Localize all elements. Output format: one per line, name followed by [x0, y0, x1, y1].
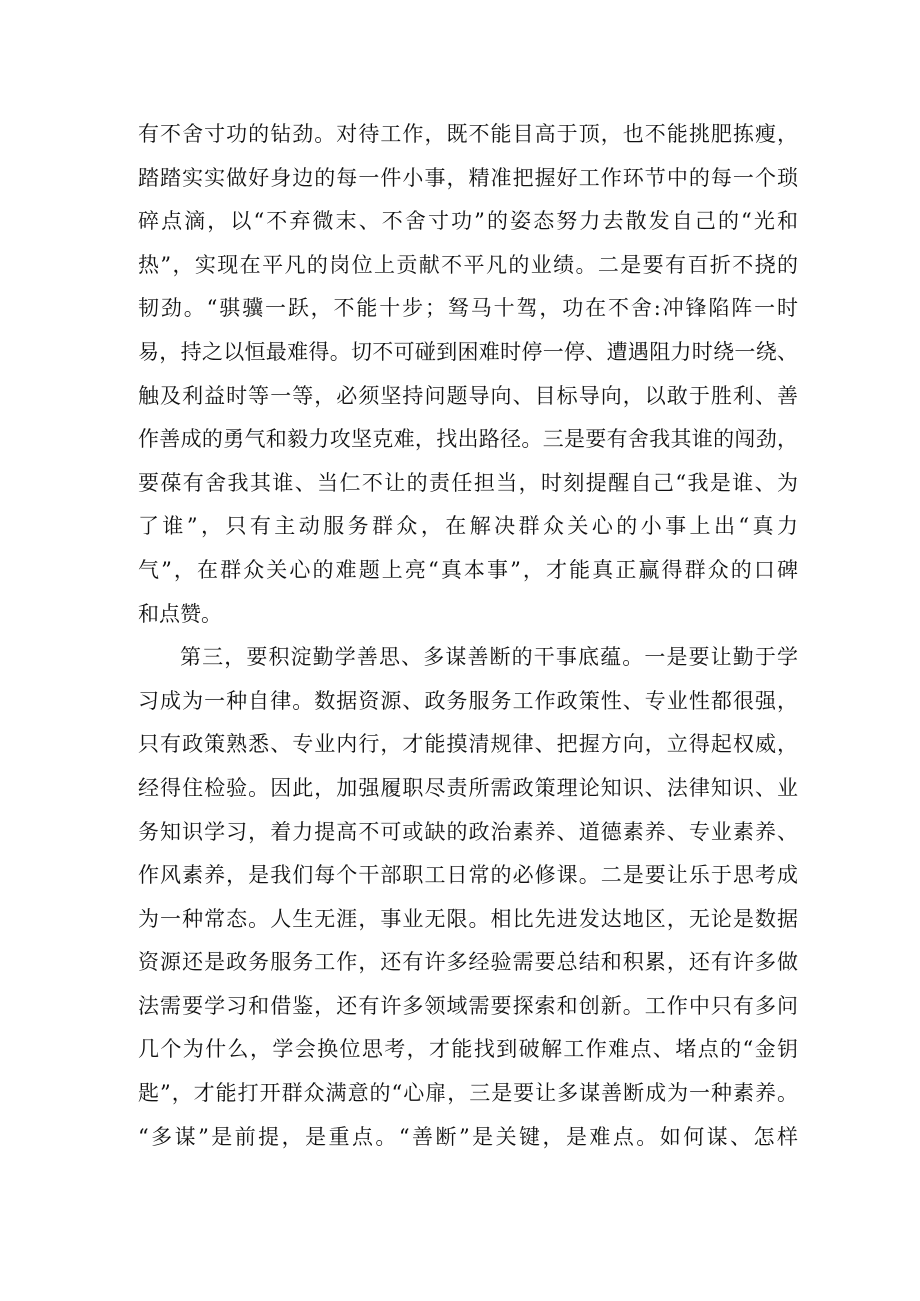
text-line: 了谁”，只有主动服务群众，在解决群众关心的小事上出“真力 — [138, 514, 798, 539]
text-line: 踏踏实实做好身边的每一件小事，精准把握好工作环节中的每一个琐 — [138, 165, 798, 190]
text-line: “多谋”是前提，是重点。“善断”是关键，是难点。如何谋、怎样 — [138, 1124, 798, 1149]
text-line: 要葆有舍我其谁、当仁不让的责任担当，时刻提醒自己“我是谁、为 — [138, 470, 798, 495]
paragraph-end-line: 和点赞。 — [138, 601, 222, 626]
text-line: 匙”，才能打开群众满意的“心扉，三是要让多谋善断成为一种素养。 — [138, 1081, 798, 1106]
text-line: 为一种常态。人生无涯，事业无限。相比先进发达地区，无论是数据 — [138, 906, 798, 931]
text-line: 资源还是政务服务工作，还有许多经验需要总结和积累，还有许多做 — [138, 950, 798, 975]
text-line: 触及利益时等一等，必须坚持问题导向、目标导向，以敢于胜利、善 — [138, 383, 798, 408]
text-line: 韧劲。“骐骥一跃，不能十步；驽马十驾，功在不舍:冲锋陷阵一时 — [138, 296, 798, 321]
paragraph-start-line: 第三，要积淀勤学善思、多谋善断的干事底蕴。一是要让勤于学 — [180, 645, 798, 670]
text-line: 作风素养，是我们每个干部职工日常的必修课。二是要让乐于思考成 — [138, 863, 798, 888]
text-line: 易，持之以恒最难得。切不可碰到困难时停一停、遭遇阻力时绕一绕、 — [138, 339, 798, 364]
text-line: 热”，实现在平凡的岗位上贡献不平凡的业绩。二是要有百折不挠的 — [138, 252, 798, 277]
text-line: 务知识学习，着力提高不可或缺的政治素养、道德素养、专业素养、 — [138, 819, 798, 844]
text-line: 经得住检验。因此，加强履职尽责所需政策理论知识、法律知识、业 — [138, 775, 798, 800]
text-line: 作善成的勇气和毅力攻坚克难，找出路径。三是要有舍我其谁的闯劲， — [138, 427, 798, 452]
text-line: 碎点滴，以“不弃微末、不舍寸功”的姿态努力去散发自己的“光和 — [138, 209, 798, 234]
text-line: 习成为一种自律。数据资源、政务服务工作政策性、专业性都很强， — [138, 688, 798, 713]
text-line: 气”，在群众关心的难题上亮“真本事”，才能真正赢得群众的口碑 — [138, 557, 798, 582]
text-line: 法需要学习和借鉴，还有许多领域需要探索和创新。工作中只有多问 — [138, 993, 798, 1018]
text-line: 几个为什么，学会换位思考，才能找到破解工作难点、堵点的“金钥 — [138, 1037, 798, 1062]
text-line: 只有政策熟悉、专业内行，才能摸清规律、把握方向，立得起权威， — [138, 732, 798, 757]
text-line: 有不舍寸功的钻劲。对待工作，既不能目高于顶，也不能挑肥拣瘦， — [138, 122, 798, 146]
body-text — [138, 113, 798, 1159]
